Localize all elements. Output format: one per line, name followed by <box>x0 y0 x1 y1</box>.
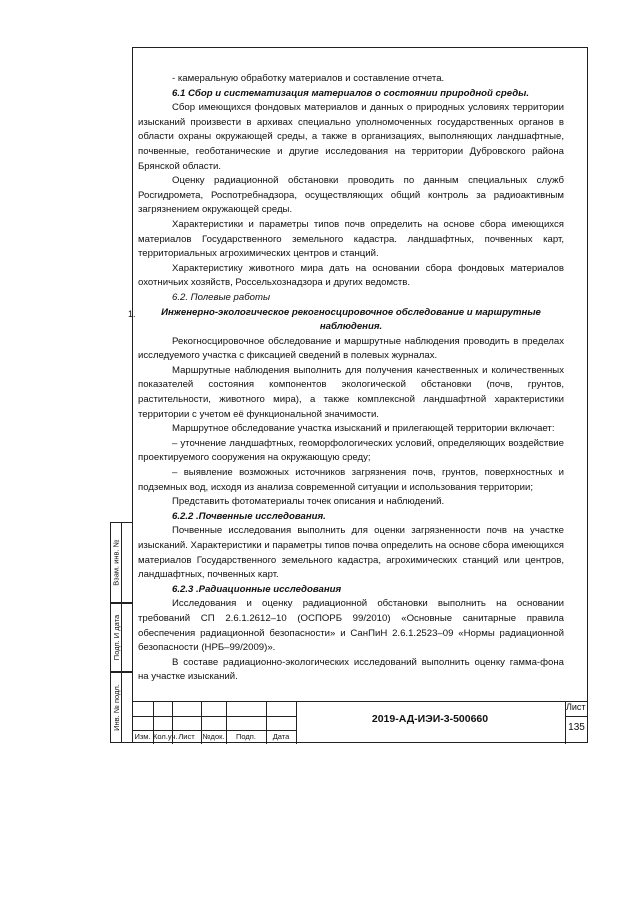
paragraph: Рекогносцировочное обследование и маршрутные наблюдения проводить в пределах исследуемого участка с фиксацией сведений в полевых журналах. <box>138 335 564 362</box>
paragraph: Характеристику животного мира дать на основании сбора фондовых материалов охотничьих хозяйств, Россельхознадзора и других ведомств. <box>138 262 564 289</box>
section-heading-6-2-2: 6.2.2 .Почвенные исследования. <box>172 510 326 522</box>
stamp-label-podp: Подп. И дата <box>112 614 122 661</box>
section-heading-6-1: 6.1 Сбор и систематизация материалов о состоянии природной среды. <box>172 87 529 99</box>
list-item: – уточнение ландшафтных, геоморфологических условий, определяющих воздействие проектируемого сооружения на окружающую среду; <box>138 437 564 464</box>
stamp-inv-podl <box>110 672 132 743</box>
document-code: 2019-АД-ИЭИ-3-500660 <box>371 713 489 725</box>
tb-data: Дата <box>272 732 290 741</box>
section-heading-6-2-3: 6.2.3 .Радиационные исследования <box>172 583 342 595</box>
section-heading-6-2: 6.2. Полевые работы <box>172 291 271 303</box>
tb-ndok: №док. <box>202 732 225 741</box>
tb-izm: Изм. <box>134 732 151 741</box>
margin-mark: 1. <box>128 309 136 319</box>
paragraph: - камеральную обработку материалов и составление отчета. <box>172 73 445 84</box>
sheet-number: 135 <box>568 722 585 733</box>
stamp-label-vzam: Взам. инв. № <box>112 539 121 586</box>
stamp-label-inv: Инв. № подл. <box>112 684 121 731</box>
paragraph: Исследования и оценку радиационной обстановки выполнить на основании требований СП 2.6.1.2612–10 (ОСПОРБ 99/2010) «Основные санитарные правила обеспечения радиационной безопасности» и СанПиН 2.6.1.2523–09 «Нормы радиационной безопасности (НРБ–99/2009)». <box>138 598 564 654</box>
stamp-podp-data <box>110 603 132 672</box>
paragraph: Маршрутное обследование участка изысканий и прилегающей территории включает: <box>172 423 555 435</box>
section-heading-6-2-1: Инженерно-экологическое рекогносцировочное обследование и маршрутные наблюдения. <box>161 306 541 333</box>
list-item: – выявление возможных источников загрязнения почв, грунтов, поверхностных и подземных вод, исходя из анализа современной ситуации и использования территории; <box>138 467 564 493</box>
paragraph: Маршрутные наблюдения выполнить для получения качественных и количественных показателей состояния компонентов экологической обстановки (почв, грунтов, растительности, животного мира), а также комплексной ландшафтной характеристики территории с учетом её функциональной значимости. <box>138 364 564 420</box>
paragraph: Представить фотоматериалы точек описания и наблюдений. <box>172 496 445 508</box>
tb-podp: Подп. <box>236 732 256 741</box>
paragraph: В составе радиационно-экологических исследований выполнить оценку гамма-фона на участке изысканий. <box>138 656 564 683</box>
paragraph: Сбор имеющихся фондовых материалов и данных о природных условиях территории изысканий произвести в архивах специально уполномоченных государственных органов в области охраны окружающей среды, а также в организациях, выполняющих ландшафтные, почвенные, геоботанические и другие исследования на территории Дубровского района Брянской области. <box>138 102 564 172</box>
sheet-label: Лист <box>566 702 586 712</box>
tb-list: Лист <box>178 732 195 741</box>
paragraph: Характеристики и параметры типов почв определить на основе сбора имеющихся материалов Государственного земельного кадастра. ландшафтных, почвенных карт, территориальных агрохимических центров и станций. <box>138 218 564 260</box>
title-block-overlay <box>132 701 588 743</box>
paragraph: Оценку радиационной обстановки проводить по данным специальных служб Росгидромета, Роспотребнадзора, осуществляющих общий контроль за радиоактивным загрязнением окружающей среды. <box>138 175 564 216</box>
tb-koluch: Кол.уч. <box>153 732 178 741</box>
paragraph: Почвенные исследования выполнить для оценки загрязненности почв на участке изысканий. Характеристики и параметры типов почва определить на основе сбора имеющихся материалов Государственного земельного кадастра, агрохимических станций или центров, ландшафтных, почвенных карт. <box>138 525 564 581</box>
document-body <box>138 72 564 685</box>
stamp-vzam-inv <box>110 522 132 603</box>
